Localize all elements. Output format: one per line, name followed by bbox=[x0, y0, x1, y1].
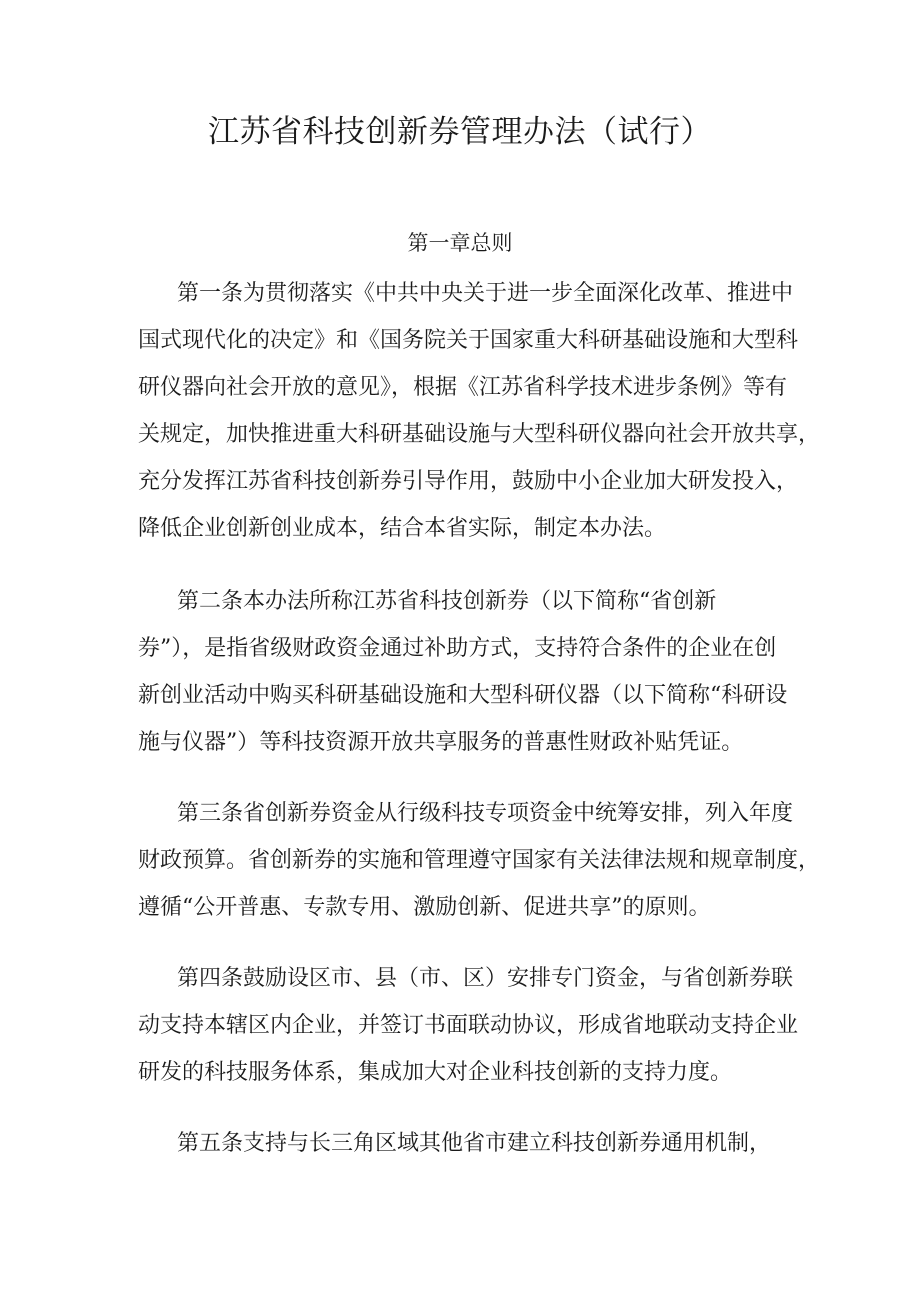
article-2-line-2: 券”），是指省级财政资金通过补助方式，支持符合条件的企业在创 bbox=[138, 636, 777, 661]
article-4-line-2: 动支持本辖区内企业，并签订书面联动协议，形成省地联动支持企业 bbox=[138, 1013, 799, 1038]
document-title: 江苏省科技创新券管理办法（试行） bbox=[208, 114, 712, 150]
article-1-line-3: 研仪器向社会开放的意见》，根据《江苏省科学技术进步条例》等有 bbox=[138, 375, 788, 400]
article-3-line-1: 第三条省创新券资金从行级科技专项资金中统筹安排，列入年度 bbox=[177, 801, 794, 826]
article-4-line-1: 第四条鼓励设区市、县（市、区）安排专门资金，与省创新券联 bbox=[177, 966, 794, 991]
article-1-line-1: 第一条为贯彻落实《中共中央关于进一步全面深化改革、推进中 bbox=[177, 281, 794, 306]
article-3-line-2: 财政预算。省创新券的实施和管理遵守国家有关法律法规和规章制度， bbox=[138, 848, 821, 873]
article-4-line-3: 研发的科技服务体系，集成加大对企业科技创新的支持力度。 bbox=[138, 1060, 733, 1085]
article-1-line-4: 关规定，加快推进重大科研基础设施与大型科研仪器向社会开放共享， bbox=[138, 422, 821, 447]
article-3-line-3: 遵循“公开普惠、专款专用、激励创新、促进共享”的原则。 bbox=[138, 895, 711, 920]
article-1-line-5: 充分发挥江苏省科技创新券引导作用，鼓励中小企业加大研发投入， bbox=[138, 469, 799, 494]
article-1-line-6: 降低企业创新创业成本，结合本省实际，制定本办法。 bbox=[138, 516, 667, 541]
chapter-title: 第一章总则 bbox=[407, 231, 513, 255]
article-2-line-3: 新创业活动中购买科研基础设施和大型科研仪器（以下简称“科研设 bbox=[138, 683, 788, 708]
article-1-line-2: 国式现代化的决定》和《国务院关于国家重大科研基础设施和大型科 bbox=[138, 328, 799, 353]
article-5-line-1: 第五条支持与长三角区域其他省市建立科技创新券通用机制， bbox=[177, 1131, 772, 1156]
article-2-line-4: 施与仪器”）等科技资源开放共享服务的普惠性财政补贴凭证。 bbox=[138, 730, 744, 755]
article-2-line-1: 第二条本办法所称江苏省科技创新券（以下简称“省创新 bbox=[177, 589, 717, 614]
